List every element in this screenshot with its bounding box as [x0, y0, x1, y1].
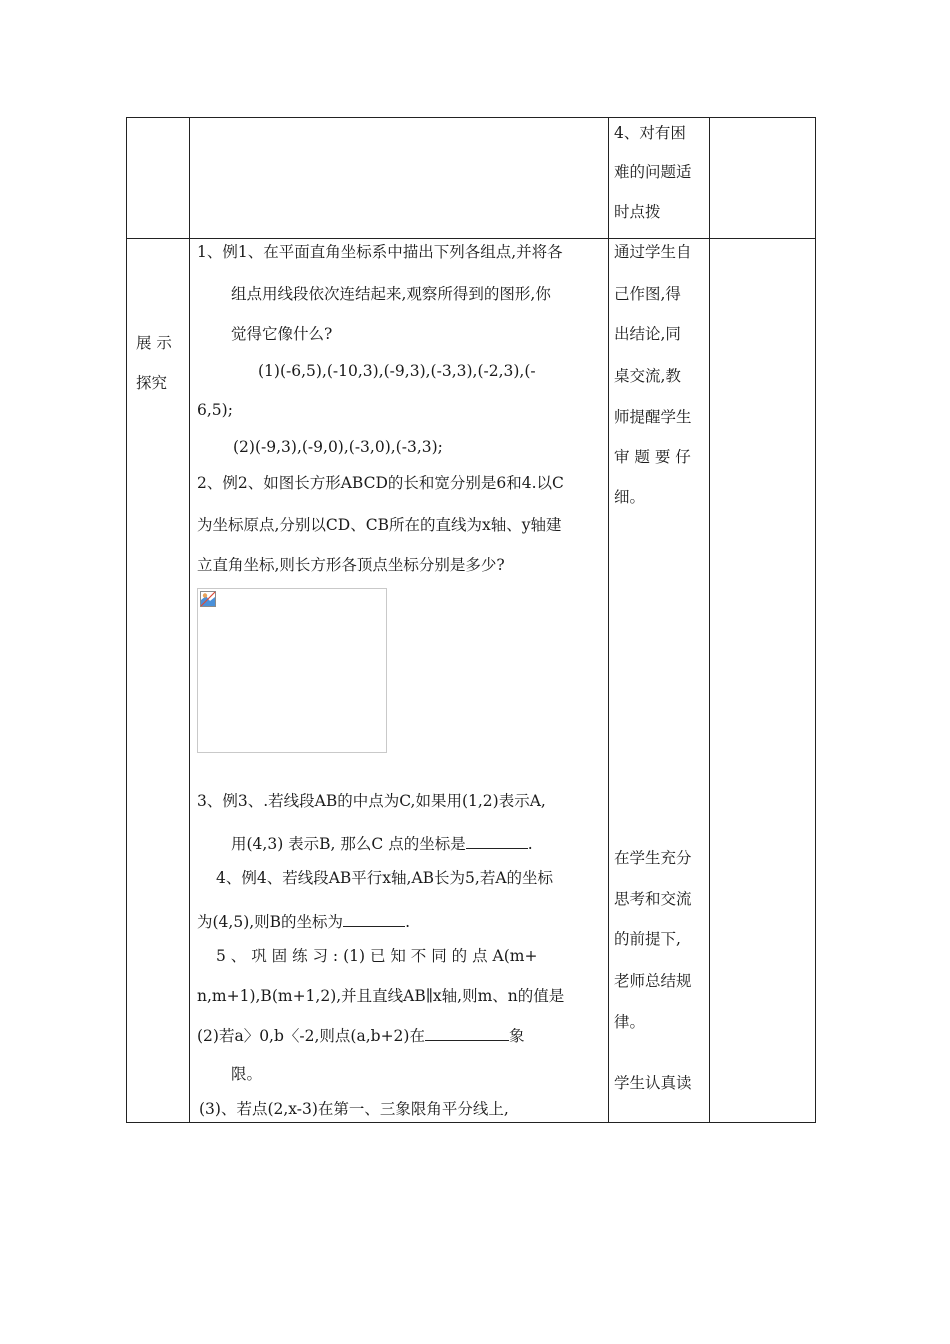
guidance-text: 难的问题适 — [614, 163, 692, 181]
teacher-summary-text: 思考和交流 — [614, 890, 692, 908]
teacher-summary-text: 老师总结规 — [614, 972, 692, 990]
example-1-points: (2)(-9,3),(-9,0),(-3,0),(-3,3); — [233, 438, 443, 456]
example-3-text-part: 用(4,3) 表示B, 那么C 点的坐标是 — [231, 835, 466, 853]
example-4-text — [197, 912, 410, 931]
section-label: 探究 — [136, 374, 168, 392]
broken-image-icon — [200, 591, 216, 607]
practice-text: 5 、 巩 固 练 习 : (1) 已 知 不 同 的 点 A(m+ — [216, 947, 538, 965]
column-divider — [709, 118, 710, 1122]
student-activity-text: 细。 — [614, 488, 646, 506]
student-activity-text: 通过学生自 — [614, 243, 692, 261]
example-4-text-part: 为(4,5),则B的坐标为 — [197, 913, 344, 931]
example-4-text: 4、例4、若线段AB平行x轴,AB长为5,若A的坐标 — [216, 869, 554, 887]
answer-blank[interactable] — [425, 1026, 509, 1041]
section-label: 展 示 — [136, 334, 172, 352]
guidance-text: 4、对有困 — [614, 124, 686, 142]
example-3-text: 3、例3、.若线段AB的中点为C,如果用(1,2)表示A, — [197, 792, 546, 810]
teacher-summary-text: 在学生充分 — [614, 849, 692, 867]
practice-text-end: 象 — [508, 1027, 525, 1045]
student-activity-text: 审 题 要 仔 — [614, 448, 691, 466]
guidance-text: 时点拨 — [614, 203, 661, 221]
student-activity-text: 师提醒学生 — [614, 408, 692, 426]
column-divider — [608, 118, 609, 1122]
example-1-points: (1)(-6,5),(-10,3),(-9,3),(-3,3),(-2,3),(- — [258, 362, 536, 380]
example-3-text-end: . — [527, 835, 533, 853]
student-reading-text: 学生认真读 — [614, 1074, 692, 1092]
practice-text-part: (2)若a〉0,b〈-2,则点(a,b+2)在 — [197, 1027, 425, 1045]
answer-blank[interactable] — [343, 912, 405, 927]
example-2-text: 立直角坐标,则长方形各顶点坐标分别是多少? — [197, 556, 505, 574]
practice-text: (3)、若点(2,x-3)在第一、三象限角平分线上, — [199, 1100, 509, 1118]
example-2-text: 为坐标原点,分别以CD、CB所在的直线为x轴、y轴建 — [197, 516, 562, 534]
student-activity-text: 己作图,得 — [614, 285, 681, 303]
teacher-summary-text: 的前提下, — [614, 930, 681, 948]
example-3-text — [231, 834, 533, 853]
figure-placeholder — [197, 588, 387, 753]
practice-text: 限。 — [231, 1065, 263, 1083]
practice-text — [197, 1026, 524, 1045]
example-2-text: 2、例2、如图长方形ABCD的长和宽分别是6和4.以C — [197, 474, 564, 492]
column-divider — [189, 118, 190, 1122]
example-1-text: 组点用线段依次连结起来,观察所得到的图形,你 — [231, 285, 551, 303]
student-activity-text: 桌交流,教 — [614, 367, 681, 385]
example-1-points: 6,5); — [197, 401, 233, 419]
answer-blank[interactable] — [466, 834, 528, 849]
example-1-text: 觉得它像什么? — [231, 325, 333, 343]
example-4-text-end: . — [405, 913, 410, 931]
practice-text: n,m+1),B(m+1,2),并且直线AB∥x轴,则m、n的值是 — [197, 987, 565, 1005]
teacher-summary-text: 律。 — [614, 1013, 646, 1031]
student-activity-text: 出结论,同 — [614, 325, 681, 343]
row-divider — [127, 238, 815, 239]
example-1-text: 1、例1、在平面直角坐标系中描出下列各组点,并将各 — [197, 243, 563, 261]
